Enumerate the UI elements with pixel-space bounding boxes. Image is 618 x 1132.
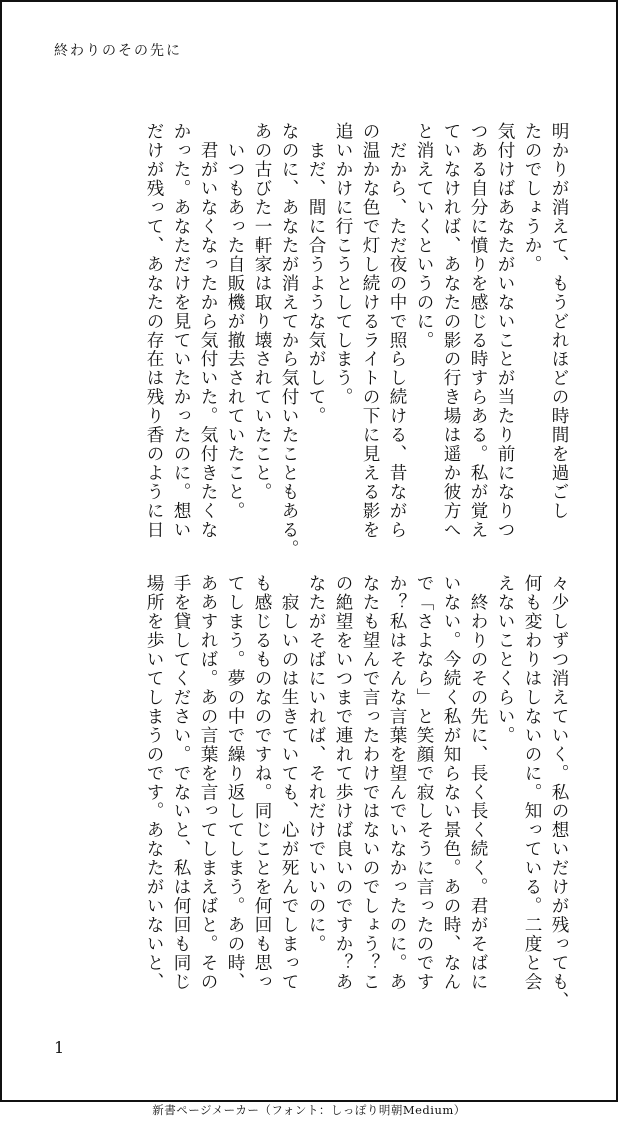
text-line: だけが残って、あなたの存在は残り香のように日 — [144, 122, 164, 540]
text-line: つある自分に憤りを感じる時すらある。私が覚え — [468, 122, 488, 540]
text-line: えないことくらい。 — [495, 574, 515, 745]
text-line: なたがそばにいれば、それだけでいいのに。 — [306, 574, 326, 954]
text-line: 何も変わりはしないのに。知っている。二度と会 — [522, 574, 542, 992]
text-line: も感じるものなのですね。同じことを何回も思っ — [252, 574, 272, 992]
text-line: 々少しずつ消えていく。私の想いだけが残っても、 — [549, 574, 569, 1011]
text-line: いつもあった自販機が撤去されていたこと。 — [225, 122, 245, 521]
text-line: の絶望をいつまで連れて歩けば良いのですか？あ — [333, 574, 353, 992]
book-title: 終わりのその先に — [54, 43, 182, 59]
text-line: 君がいなくなったから気付いた。気付きたくな — [198, 122, 218, 540]
text-line: の温かな色で灯し続けるライトの下に見える影を — [360, 122, 380, 540]
upper-text-block — [52, 122, 572, 562]
page-number: 1 — [54, 1038, 65, 1057]
text-line: あの古びた一軒家は取り壊されていたこと。 — [252, 122, 272, 502]
text-line: ああすれば。あの言葉を言ってしまえばと。その — [198, 574, 218, 992]
text-line: なのに、あなたが消えてから気付いたこともある。 — [279, 122, 299, 559]
text-line: で「さよなら」と笑顔で寂しそうに言ったのです — [414, 574, 434, 992]
text-line: かった。あなただけを見ていたかったのに。想い — [171, 122, 191, 540]
footer-credit: 新書ページメーカー（フォント：しっぽり明朝Medium） — [152, 1103, 466, 1117]
text-line: たのでしょうか。 — [522, 122, 542, 274]
text-line: 気付けばあなたがいないことが当たり前になりつ — [495, 122, 515, 540]
text-line: 手を貸してください。でないと、私は何回も同じ — [171, 574, 191, 992]
text-line: 終わりのその先に、長く長く続く。君がそばに — [468, 574, 488, 992]
text-line: 明かりが消えて、もうどれほどの時間を過ごし — [549, 122, 569, 521]
text-line: なたも望んで言ったわけではないのでしょう？こ — [360, 574, 380, 992]
text-line: だから、ただ夜の中で照らし続ける、昔ながら — [387, 122, 407, 540]
text-line: ていなければ、あなたの影の行き場は遥か彼方へ — [441, 122, 461, 540]
text-line: 追いかけに行こうとしてしまう。 — [333, 122, 353, 407]
text-line: 寂しいのは生きていても、心が死んでしまって — [279, 574, 299, 992]
text-line: まだ、間に合うような気がして。 — [306, 122, 326, 426]
text-line: 場所を歩いてしまうのです。あなたがいないと、 — [144, 574, 164, 992]
lower-text-block — [52, 574, 572, 1014]
text-line: てしまう。夢の中で繰り返してしまう。あの時、 — [225, 574, 245, 992]
text-line: と消えていくというのに。 — [414, 122, 434, 350]
text-line: か？私はそんな言葉を望んでいなかったのに。あ — [387, 574, 407, 992]
text-line: いない。今続く私が知らない景色。あの時、なん — [441, 574, 461, 992]
